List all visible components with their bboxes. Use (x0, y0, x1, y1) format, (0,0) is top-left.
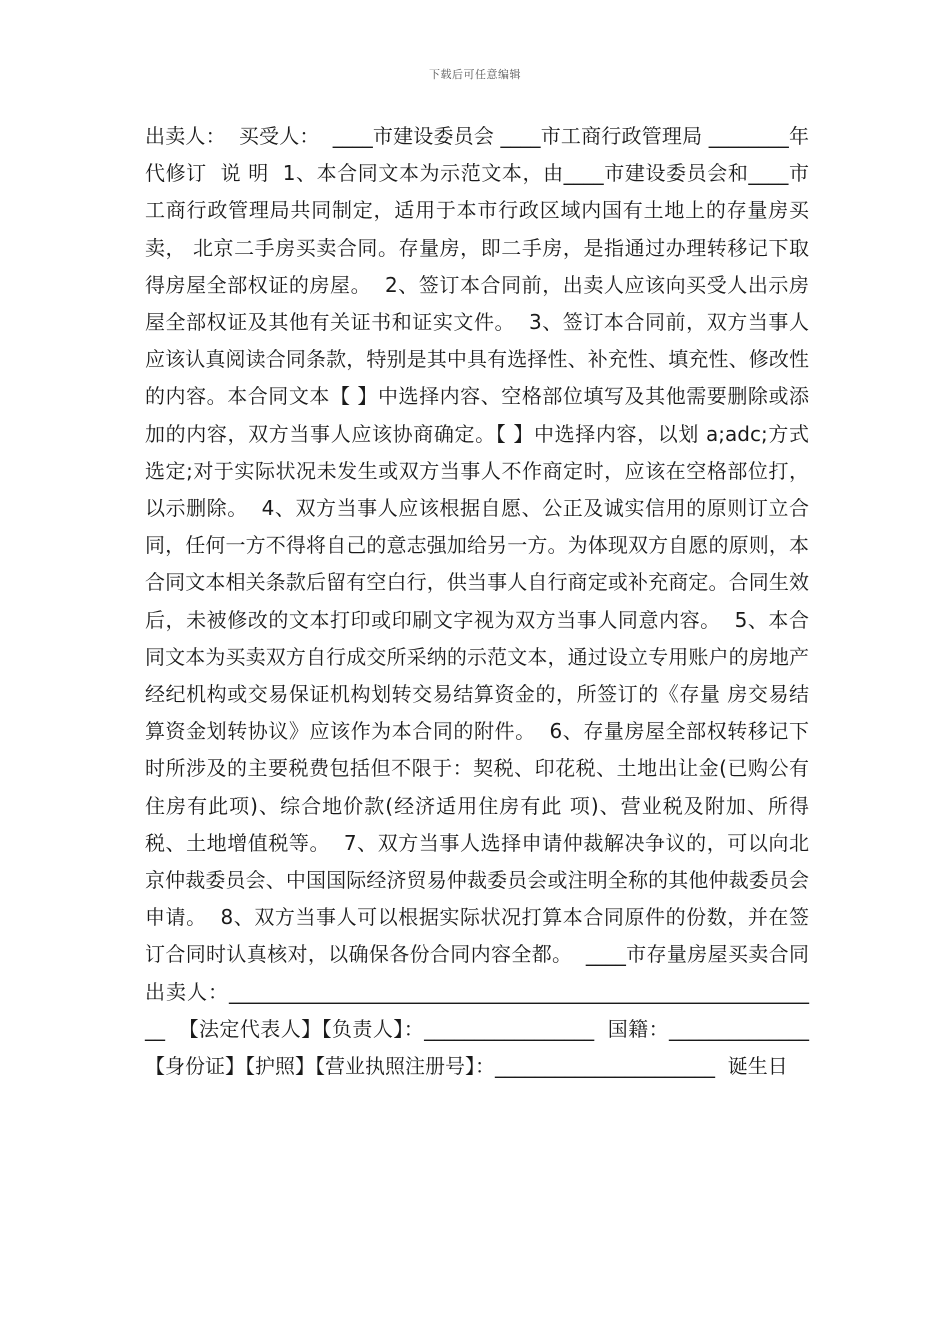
contract-body-text: 出卖人： 买受人： ____市建设委员会 ____市工商行政管理局 ________年代修订 说 明 1、本合同文本为示范文本，由____市建设委员会和____市工商行政管理局共同制定，适用于本市行政区域内国有土地上的存量房买卖， 北京二手房买卖合同。存量房，即二手房，是指通过办理转移记下取得房屋全部权证的房屋。 2、签订本合同前，出卖人应该向买受人出示房屋全部权证及其他有关证书和证实文件。 3、签订本合同前，双方当事人应该认真阅读合同条款，特别是其中具有选择性、补充性、填充性、修改性的内容。本合同文本【 】中选择内容、空格部位填写及其他需要删除或添加的内容，双方当事人应该协商确定。【 】中选择内容，以划 a;adc;方式选定;对于实际状况未发生或双方当事人不作商定时，应该在空格部位打，以示删除。 4、双方当事人应该根据自愿、公正及诚实信用的原则订立合同，任何一方不得将自己的意志强加给另一方。为体现双方自愿的原则，本合同文本相关条款后留有空白行，供当事人自行商定或补充商定。合同生效后，未被修改的文本打印或印刷文字视为双方当事人同意内容。 5、本合同文本为买卖双方自行成交所采纳的示范文本，通过设立专用账户的房地产经纪机构或交易保证机构划转交易结算资金的，所签订的《存量 房交易结算资金划转协议》应该作为本合同的附件。 6、存量房屋全部权转移记下时所涉及的主要税费包括但不限于：契税、印花税、土地出让金(已购公有住房有此项)、综合地价款(经济适用住房有此 项)、营业税及附加、所得税、土地增值税等。 7、双方当事人选择申请仲裁解决争议的，可以向北京仲裁委员会、中国国际经济贸易仲裁委员会或注明全称的其他仲裁委员会申请。 8、双方当事人可以根据实际状况打算本合同原件的份数，并在签订合同时认真核对，以确保各份合同内容全都。 ____市存量房屋买卖合同 出卖人：____________________________________________________________ 【法定代表人】【负责人】：_________________ 国籍：______________ 【身份证】【护照】【营业执照注册号】：______________________ 诞生日 (145, 124, 829, 1079)
page-header: 下载后可任意编辑 (429, 68, 521, 81)
